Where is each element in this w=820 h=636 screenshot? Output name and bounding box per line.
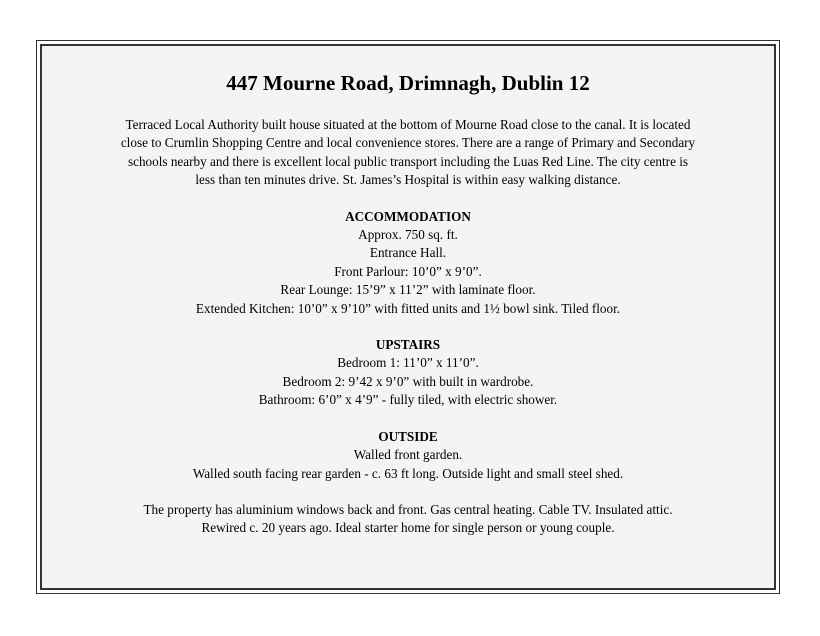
upstairs-line: Bedroom 1: 11’0” x 11’0”. <box>337 355 479 371</box>
property-description: Terraced Local Authority built house situated at the bottom of Mourne Road close to the canal. It is located close to Crumlin Shopping Centre and local convenience stores. There are a range of Primary and Secondary schools nearby and there is excellent local public transport including the Luas Red Line. The city centre is less than ten minutes drive. St. James’s Hospital is within easy walking distance. <box>120 117 696 188</box>
accommodation-line: Front Parlour: 10’0” x 9’0”. <box>334 263 482 279</box>
property-features-summary: The property has aluminium windows back and front. Gas central heating. Cable TV. Insulated attic. Rewired c. 20 years ago. Ideal starter home for single person or young couple. <box>143 501 673 536</box>
property-address-title: 447 Mourne Road, Drimnagh, Dublin 12 <box>226 71 590 95</box>
upstairs-heading: UPSTAIRS <box>375 337 441 353</box>
accommodation-section <box>52 208 764 318</box>
upstairs-line: Bedroom 2: 9’42 x 9’0” with built in wardrobe. <box>282 373 534 389</box>
accommodation-line: Extended Kitchen: 10’0” x 9’10” with fitted units and 1½ bowl sink. Tiled floor. <box>195 300 621 316</box>
upstairs-line: Bathroom: 6’0” x 4’9” - fully tiled, with electric shower. <box>258 392 558 408</box>
upstairs-section <box>52 336 764 410</box>
accommodation-heading: ACCOMMODATION <box>345 208 471 224</box>
property-listing <box>52 70 764 538</box>
outside-heading: OUTSIDE <box>378 428 438 444</box>
accommodation-line: Entrance Hall. <box>369 245 447 261</box>
outside-section <box>52 428 764 483</box>
accommodation-line: Rear Lounge: 15’9” x 11’2” with laminate floor. <box>280 282 536 298</box>
accommodation-line: Approx. 750 sq. ft. <box>358 227 458 243</box>
outside-line: Walled front garden. <box>353 447 463 463</box>
outside-line: Walled south facing rear garden - c. 63 ft long. Outside light and small steel shed. <box>192 465 624 481</box>
